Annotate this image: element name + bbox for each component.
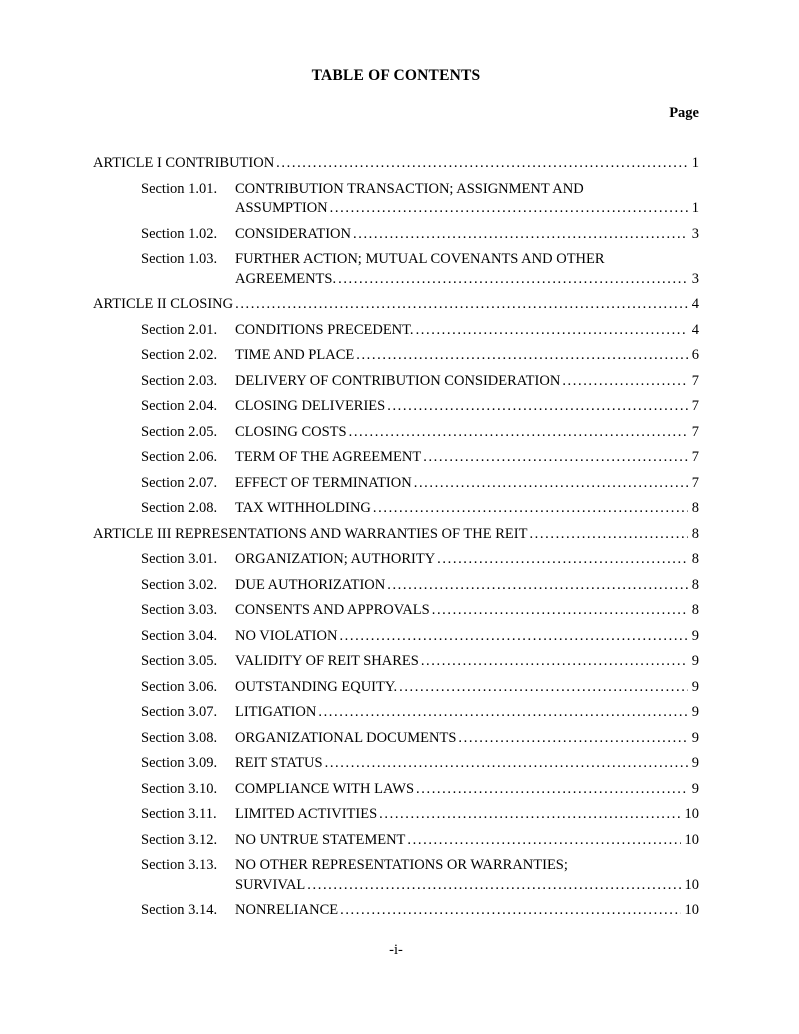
toc-entry-title: ARTICLE II CLOSING <box>93 296 234 312</box>
toc-entry-number: Section 3.14. <box>141 902 218 918</box>
toc-entry-number: Section 2.03. <box>141 372 218 389</box>
dot-leader <box>330 199 688 219</box>
toc-entry-title: REIT STATUS <box>235 755 323 771</box>
toc-entry-section <box>141 423 699 443</box>
toc-entry-page-number: 4 <box>691 321 699 338</box>
toc-entry-body <box>235 180 699 219</box>
toc-entry-section <box>141 601 699 621</box>
toc-entry-page-number: 3 <box>691 225 699 242</box>
toc-entry-title: ARTICLE III REPRESENTATIONS AND WARRANTIES OF THE REIT <box>93 525 528 542</box>
toc-entry-line <box>235 199 699 219</box>
toc-entry-line <box>235 180 699 200</box>
toc-entry-page-number: 7 <box>691 372 699 389</box>
toc-entry-title: CONTRIBUTION TRANSACTION; ASSIGNMENT AND <box>235 180 584 197</box>
toc-entry-title: COMPLIANCE WITH LAWS <box>235 780 415 797</box>
toc-entry-body <box>235 678 699 698</box>
dot-leader <box>387 397 688 417</box>
toc-entry-number: Section 2.02. <box>141 347 218 363</box>
toc-entry-number: Section 3.05. <box>141 653 218 669</box>
footer-page-number: -i- <box>389 941 403 958</box>
toc-entry-number: Section 1.03. <box>141 251 218 267</box>
toc-entry-section <box>141 225 699 245</box>
toc-entry-title: NO UNTRUE STATEMENT <box>235 831 406 848</box>
toc-entry-number: Section 3.04. <box>141 627 218 644</box>
toc-entry-body <box>235 225 699 245</box>
toc-entry-number: Section 1.01. <box>141 180 218 197</box>
toc-entry-title: NONRELIANCE <box>235 902 339 918</box>
dot-leader <box>458 729 687 749</box>
toc-entry-body <box>235 397 699 417</box>
toc-entry-page-number: 8 <box>691 525 699 542</box>
dot-leader <box>416 780 688 800</box>
dot-leader <box>353 225 688 245</box>
toc-entry-body <box>235 627 699 647</box>
toc-entry-page-number: 7 <box>691 474 699 491</box>
dot-leader <box>276 154 688 174</box>
dot-leader <box>339 627 687 647</box>
toc-entry-page-number: 4 <box>691 296 699 312</box>
toc-entry-number: Section 2.05. <box>141 423 218 440</box>
toc-entry-section <box>141 321 699 341</box>
dot-leader <box>529 525 687 545</box>
toc-entry-body <box>235 856 699 895</box>
toc-entry-title: CLOSING DELIVERIES <box>235 398 386 414</box>
table-of-contents <box>93 154 699 921</box>
toc-entry-number: Section 3.12. <box>141 831 218 848</box>
toc-entry-number: Section 2.04. <box>141 398 218 414</box>
toc-entry-page-number: 1 <box>691 155 699 171</box>
toc-entry-body <box>235 423 699 443</box>
dot-leader <box>407 831 680 851</box>
toc-entry-page-number: 1 <box>691 200 699 216</box>
toc-entry-body <box>235 805 699 825</box>
dot-leader <box>437 550 688 570</box>
toc-entry-section <box>141 856 699 895</box>
toc-entry-number: Section 3.08. <box>141 729 218 746</box>
toc-entry-body <box>235 703 699 723</box>
toc-entry-line <box>235 372 699 392</box>
toc-entry-line <box>235 423 699 443</box>
dot-leader <box>349 423 688 443</box>
dot-leader <box>318 703 687 723</box>
toc-entry-body <box>235 780 699 800</box>
toc-entry-section <box>141 831 699 851</box>
dot-leader <box>338 270 688 290</box>
toc-entry-body <box>235 729 699 749</box>
toc-entry-number: Section 3.09. <box>141 755 218 771</box>
toc-entry-section <box>141 397 699 417</box>
toc-entry-section <box>141 627 699 647</box>
toc-entry-page-number: 9 <box>691 729 699 746</box>
toc-entry-line <box>235 448 699 468</box>
toc-entry-page-number: 7 <box>691 423 699 440</box>
toc-entry-page-number: 8 <box>691 551 699 567</box>
toc-entry-page-number: 7 <box>691 398 699 414</box>
toc-entry-title: CONDITIONS PRECEDENT. <box>235 321 414 338</box>
toc-entry-title: DELIVERY OF CONTRIBUTION CONSIDERATION <box>235 372 561 389</box>
toc-entry-title: ORGANIZATIONAL DOCUMENTS <box>235 729 457 746</box>
toc-entry-number: Section 2.07. <box>141 474 218 491</box>
toc-entry-title: LITIGATION <box>235 704 317 720</box>
toc-entry-line <box>235 474 699 494</box>
toc-entry-page-number: 9 <box>691 627 699 644</box>
toc-entry-page-number: 9 <box>691 780 699 797</box>
toc-entry-number: Section 3.06. <box>141 678 218 695</box>
toc-entry-number: Section 3.13. <box>141 857 218 873</box>
toc-entry-section <box>141 180 699 219</box>
dot-leader <box>307 876 680 896</box>
toc-entry-number: Section 2.01. <box>141 321 218 338</box>
toc-entry-title: OUTSTANDING EQUITY. <box>235 678 398 695</box>
toc-entry-line <box>235 831 699 851</box>
toc-entry-number: Section 3.02. <box>141 576 218 593</box>
toc-entry-title: ORGANIZATION; AUTHORITY <box>235 551 436 567</box>
dot-leader <box>340 901 680 921</box>
dot-leader <box>414 474 688 494</box>
toc-entry-number: Section 1.02. <box>141 225 218 242</box>
dot-leader <box>423 448 688 468</box>
toc-entry-line <box>235 678 699 698</box>
toc-entry-title: DUE AUTHORIZATION <box>235 576 386 593</box>
dot-leader <box>416 321 688 341</box>
toc-entry-line <box>235 901 699 921</box>
toc-entry-body <box>235 321 699 341</box>
toc-entry-page-number: 10 <box>684 831 699 848</box>
toc-entry-number: Section 3.07. <box>141 704 218 720</box>
toc-entry-line <box>235 270 699 290</box>
toc-entry-line <box>235 805 699 825</box>
toc-entry-body <box>235 576 699 596</box>
toc-entry-page-number: 7 <box>691 449 699 465</box>
toc-entry-body <box>235 652 699 672</box>
toc-entry-section <box>141 901 699 921</box>
toc-entry-line <box>235 576 699 596</box>
toc-entry-title: EFFECT OF TERMINATION <box>235 474 412 491</box>
toc-entry-section <box>141 474 699 494</box>
toc-entry-section <box>141 250 699 289</box>
dot-leader <box>325 754 688 774</box>
toc-entry-section <box>141 550 699 570</box>
dot-leader <box>356 346 688 366</box>
toc-entry-page-number: 6 <box>691 347 699 363</box>
toc-entry-page-number: 10 <box>684 902 699 918</box>
dot-leader <box>373 499 688 519</box>
toc-entry-line <box>235 729 699 749</box>
dot-leader <box>235 295 688 315</box>
toc-entry-title: TERM OF THE AGREEMENT <box>235 449 422 465</box>
dot-leader <box>387 576 688 596</box>
toc-entry-body <box>235 250 699 289</box>
toc-entry-title: TAX WITHHOLDING <box>235 500 371 516</box>
toc-entry-section <box>141 499 699 519</box>
toc-entry-section <box>141 678 699 698</box>
toc-entry-line <box>235 627 699 647</box>
toc-entry-title: FURTHER ACTION; MUTUAL COVENANTS AND OTHER <box>235 251 605 267</box>
dot-leader <box>562 372 687 392</box>
toc-entry-article <box>93 525 699 545</box>
toc-entry-title: ARTICLE I CONTRIBUTION <box>93 155 275 171</box>
toc-entry-line <box>235 225 699 245</box>
toc-entry-page-number: 9 <box>691 678 699 695</box>
toc-entry-body <box>235 474 699 494</box>
toc-entry-body <box>235 499 699 519</box>
dot-leader <box>432 601 688 621</box>
toc-entry-body <box>235 831 699 851</box>
toc-entry-page-number: 8 <box>691 500 699 516</box>
toc-entry-title: CONSENTS AND APPROVALS <box>235 602 430 618</box>
toc-entry-page-number: 10 <box>684 876 699 893</box>
toc-entry-line <box>93 295 699 315</box>
toc-entry-body <box>235 550 699 570</box>
toc-entry-section <box>141 729 699 749</box>
toc-entry-line <box>235 397 699 417</box>
toc-entry-title: VALIDITY OF REIT SHARES <box>235 653 419 669</box>
toc-entry-number: Section 3.03. <box>141 602 218 618</box>
toc-entry-title: TIME AND PLACE <box>235 347 355 363</box>
toc-entry-section <box>141 346 699 366</box>
toc-entry-section <box>141 652 699 672</box>
toc-entry-section <box>141 372 699 392</box>
toc-entry-line <box>235 780 699 800</box>
toc-entry-line <box>235 499 699 519</box>
toc-entry-page-number: 9 <box>691 704 699 720</box>
toc-entry-line <box>235 856 699 876</box>
toc-entry-section <box>141 780 699 800</box>
toc-entry-number: Section 2.06. <box>141 449 218 465</box>
toc-entry-title: NO OTHER REPRESENTATIONS OR WARRANTIES; <box>235 857 568 873</box>
toc-entry-title: CONSIDERATION <box>235 225 351 242</box>
toc-entry-title: AGREEMENTS. <box>235 270 337 287</box>
toc-entry-line <box>235 652 699 672</box>
page-column-label: Page <box>669 105 699 121</box>
toc-entry-page-number: 10 <box>684 806 699 822</box>
page-title: TABLE OF CONTENTS <box>311 67 481 84</box>
toc-entry-line <box>235 876 699 896</box>
toc-entry-line <box>93 525 699 545</box>
toc-entry-section <box>141 805 699 825</box>
toc-entry-body <box>235 346 699 366</box>
toc-entry-title: SURVIVAL <box>235 876 306 893</box>
toc-entry-body <box>235 601 699 621</box>
toc-entry-number: Section 3.10. <box>141 780 218 797</box>
dot-leader <box>421 652 688 672</box>
toc-entry-line <box>235 754 699 774</box>
dot-leader <box>379 805 680 825</box>
toc-entry-number: Section 2.08. <box>141 500 218 516</box>
toc-entry-body <box>235 754 699 774</box>
toc-entry-title: CLOSING COSTS <box>235 423 347 440</box>
toc-entry-line <box>235 703 699 723</box>
toc-entry-number: Section 3.01. <box>141 551 218 567</box>
toc-entry-number: Section 3.11. <box>141 806 217 822</box>
toc-entry-title: NO VIOLATION <box>235 627 338 644</box>
toc-entry-article <box>93 295 699 315</box>
toc-entry-body <box>235 448 699 468</box>
toc-entry-section <box>141 448 699 468</box>
toc-entry-section <box>141 576 699 596</box>
toc-entry-line <box>93 154 699 174</box>
toc-entry-title: ASSUMPTION <box>235 200 328 216</box>
toc-entry-line <box>235 550 699 570</box>
toc-entry-body <box>235 901 699 921</box>
toc-entry-line <box>235 346 699 366</box>
toc-entry-section <box>141 754 699 774</box>
toc-entry-page-number: 9 <box>691 755 699 771</box>
toc-entry-line <box>235 601 699 621</box>
toc-entry-line <box>235 321 699 341</box>
toc-entry-title: LIMITED ACTIVITIES <box>235 806 378 822</box>
toc-entry-section <box>141 703 699 723</box>
toc-entry-page-number: 3 <box>691 270 699 287</box>
dot-leader <box>399 678 688 698</box>
toc-entry-page-number: 9 <box>691 653 699 669</box>
toc-entry-article <box>93 154 699 174</box>
toc-entry-body <box>235 372 699 392</box>
toc-entry-page-number: 8 <box>691 602 699 618</box>
toc-entry-line <box>235 250 699 270</box>
toc-entry-page-number: 8 <box>691 576 699 593</box>
